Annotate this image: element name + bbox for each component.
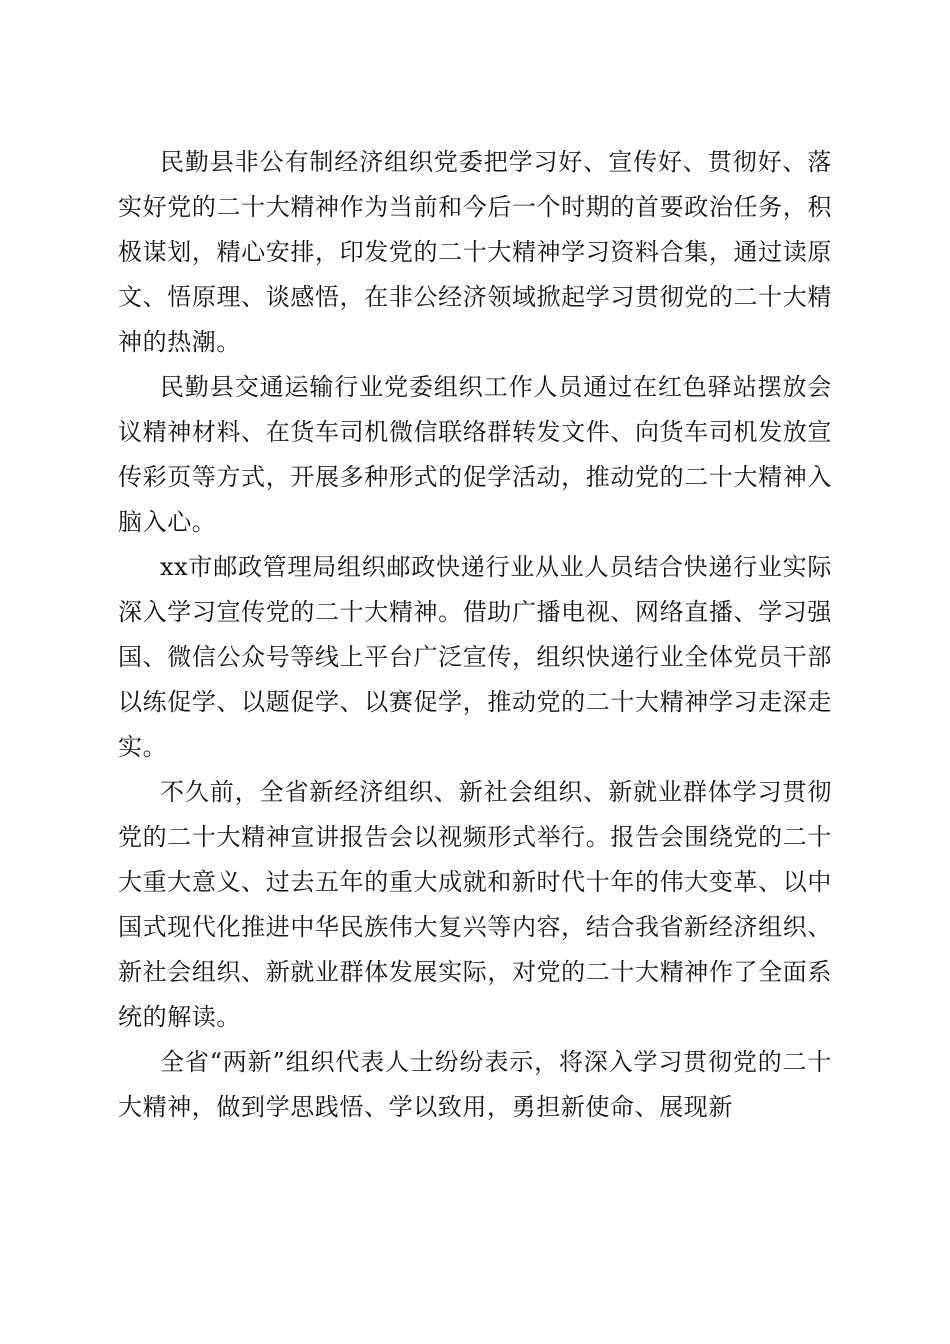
paragraph-1: 民勤县非公有制经济组织党委把学习好、宣传好、贯彻好、落实好党的二十大精神作为当前和今后一个时期的首要政治任务，积极谋划，精心安排，印发党的二十大精神学习资料合集，通过读原文、悟原理、谈感悟，在非公经济领域掀起学习贯彻党的二十大精神的热潮。: [118, 148, 832, 356]
paragraph-2: 民勤县交通运输行业党委组织工作人员通过在红色驿站摆放会议精神材料、在货车司机微信联络群转发文件、向货车司机发放宣传彩页等方式，开展多种形式的促学活动，推动党的二十大精神入脑入心。: [118, 373, 832, 536]
paragraph-4: 不久前，全省新经济组织、新社会组织、新就业群体学习贯彻党的二十大精神宣讲报告会以视频形式举行。报告会围绕党的二十大重大意义、过去五年的重大成就和新时代十年的伟大变革、以中国式现代化推进中华民族伟大复兴等内容，结合我省新经济组织、新社会组织、新就业群体发展实际，对党的二十大精神作了全面系统的解读。: [118, 778, 832, 1031]
paragraph-5: 全省“两新”组织代表人士纷纷表示，将深入学习贯彻党的二十大精神，做到学思践悟、学以致用，勇担新使命、展现新: [118, 1048, 832, 1121]
document-body: [118, 140, 832, 1130]
paragraph-3: xx市邮政管理局组织邮政快递行业从业人员结合快递行业实际深入学习宣传党的二十大精神。借助广播电视、网络直播、学习强国、微信公众号等线上平台广泛宣传，组织快递行业全体党员干部以练促学、以题促学、以赛促学，推动党的二十大精神学习走深走实。: [118, 553, 832, 761]
